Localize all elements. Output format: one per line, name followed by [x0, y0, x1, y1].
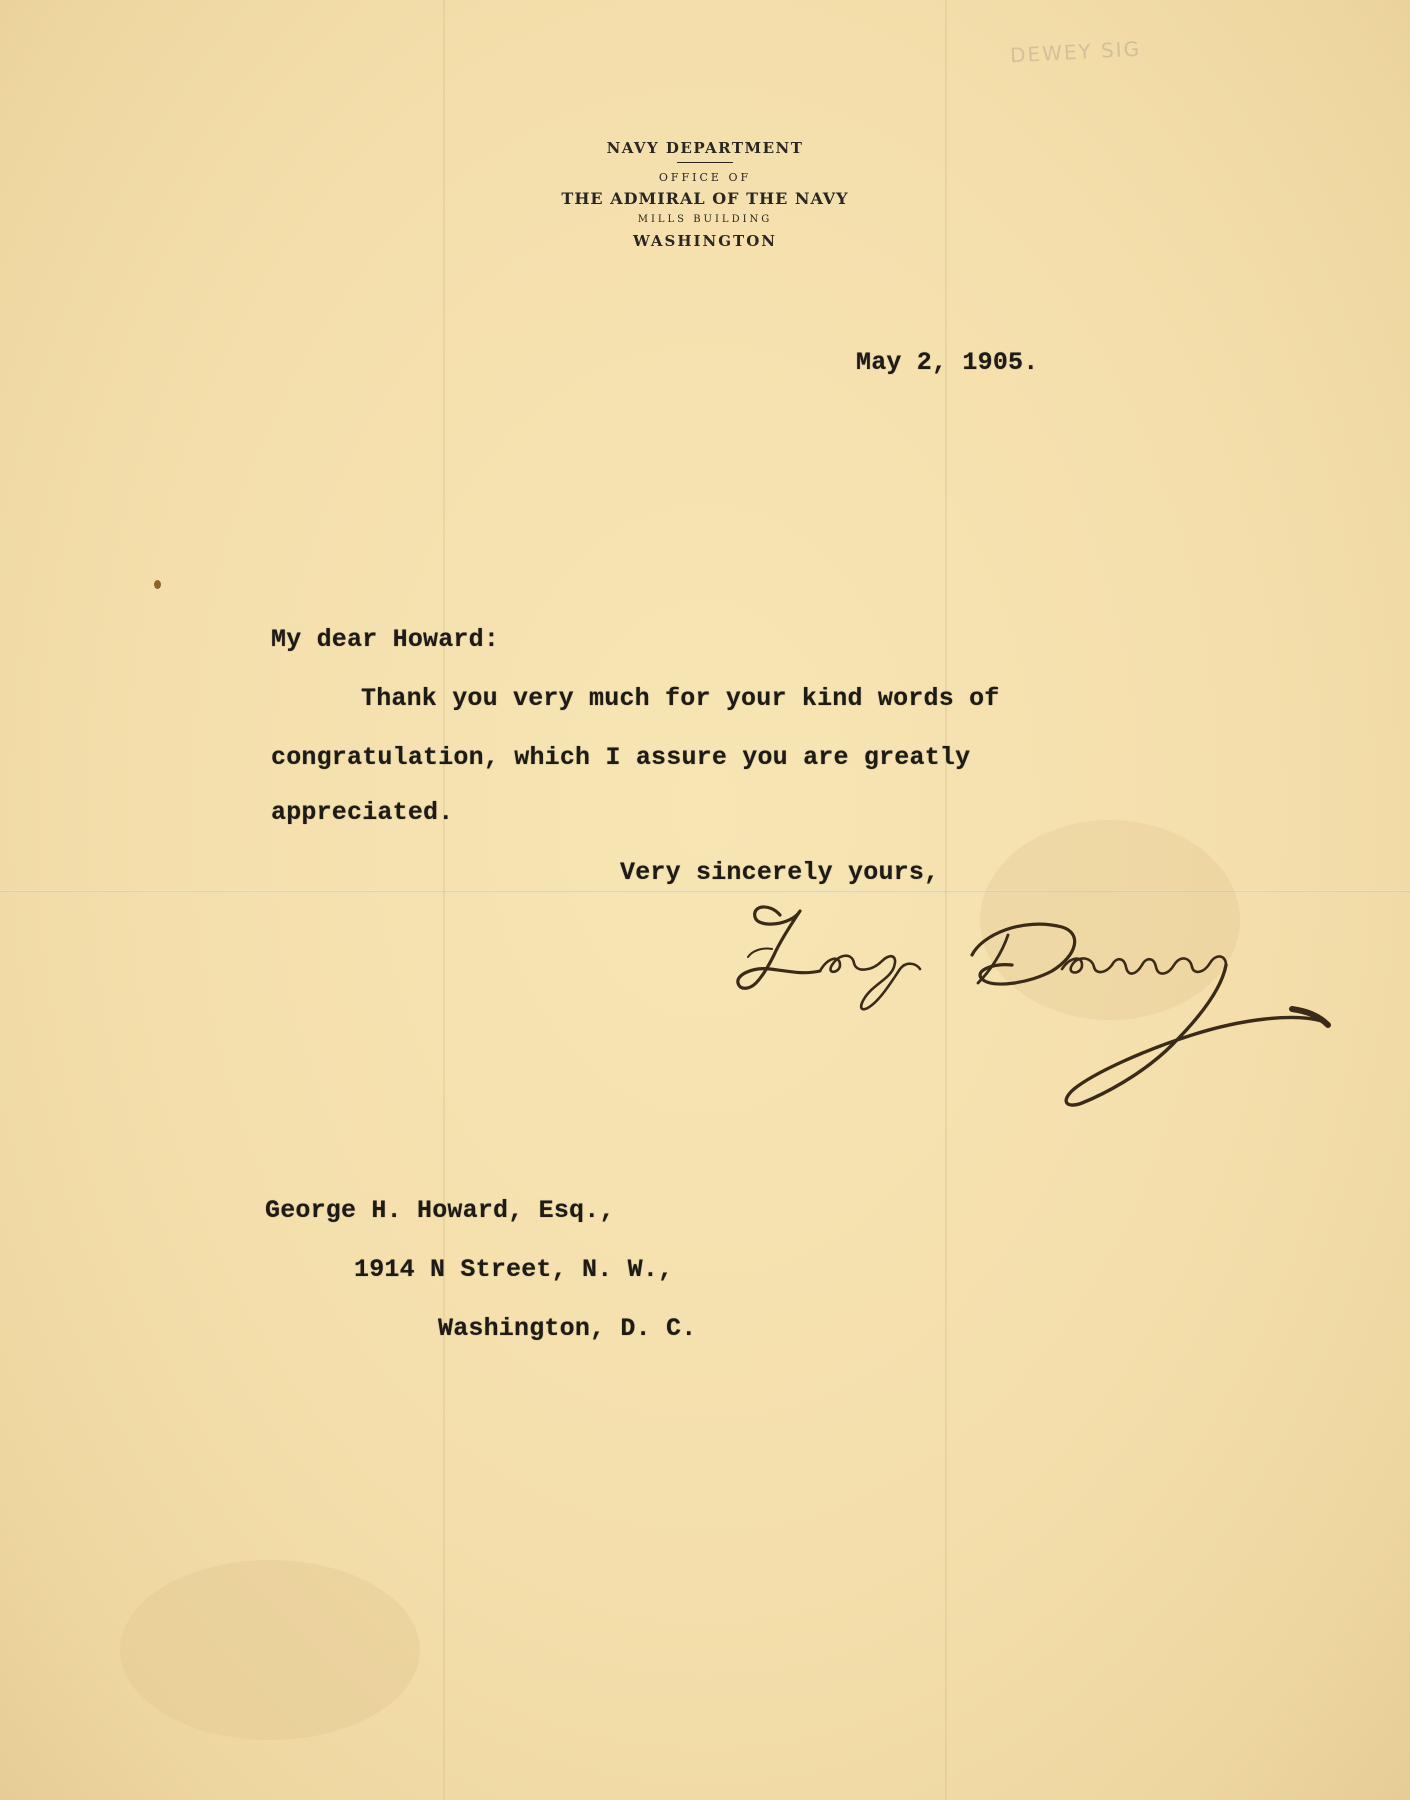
- letterhead-city: WASHINGTON: [632, 232, 777, 250]
- letterhead-title: THE ADMIRAL OF THE NAVY: [561, 189, 849, 208]
- foxing-spot: [154, 580, 161, 589]
- recipient-street: 1914 N Street, N. W.,: [354, 1255, 674, 1284]
- signature: [722, 895, 1372, 1125]
- recipient-name: George H. Howard, Esq.,: [265, 1196, 615, 1225]
- pencil-note: DEWEY SIG: [1009, 36, 1142, 68]
- closing: Very sincerely yours,: [620, 858, 940, 887]
- letterhead-building: MILLS BUILDING: [637, 214, 773, 225]
- vertical-fold-line-left: [443, 0, 445, 1800]
- salutation: My dear Howard:: [271, 625, 500, 654]
- paper-stain: [120, 1560, 420, 1740]
- letterhead-rule: [677, 160, 733, 166]
- recipient-city: Washington, D. C.: [438, 1314, 697, 1343]
- letterhead-office-of: OFFICE OF: [658, 171, 752, 184]
- letter-date: May 2, 1905.: [856, 348, 1039, 377]
- letterhead: [505, 138, 905, 252]
- body-line-2: congratulation, which I assure you are greatly: [271, 743, 971, 772]
- letterhead-department: NAVY DEPARTMENT: [606, 139, 804, 157]
- body-line-1: Thank you very much for your kind words of: [361, 684, 1000, 713]
- body-line-3: appreciated.: [271, 798, 454, 827]
